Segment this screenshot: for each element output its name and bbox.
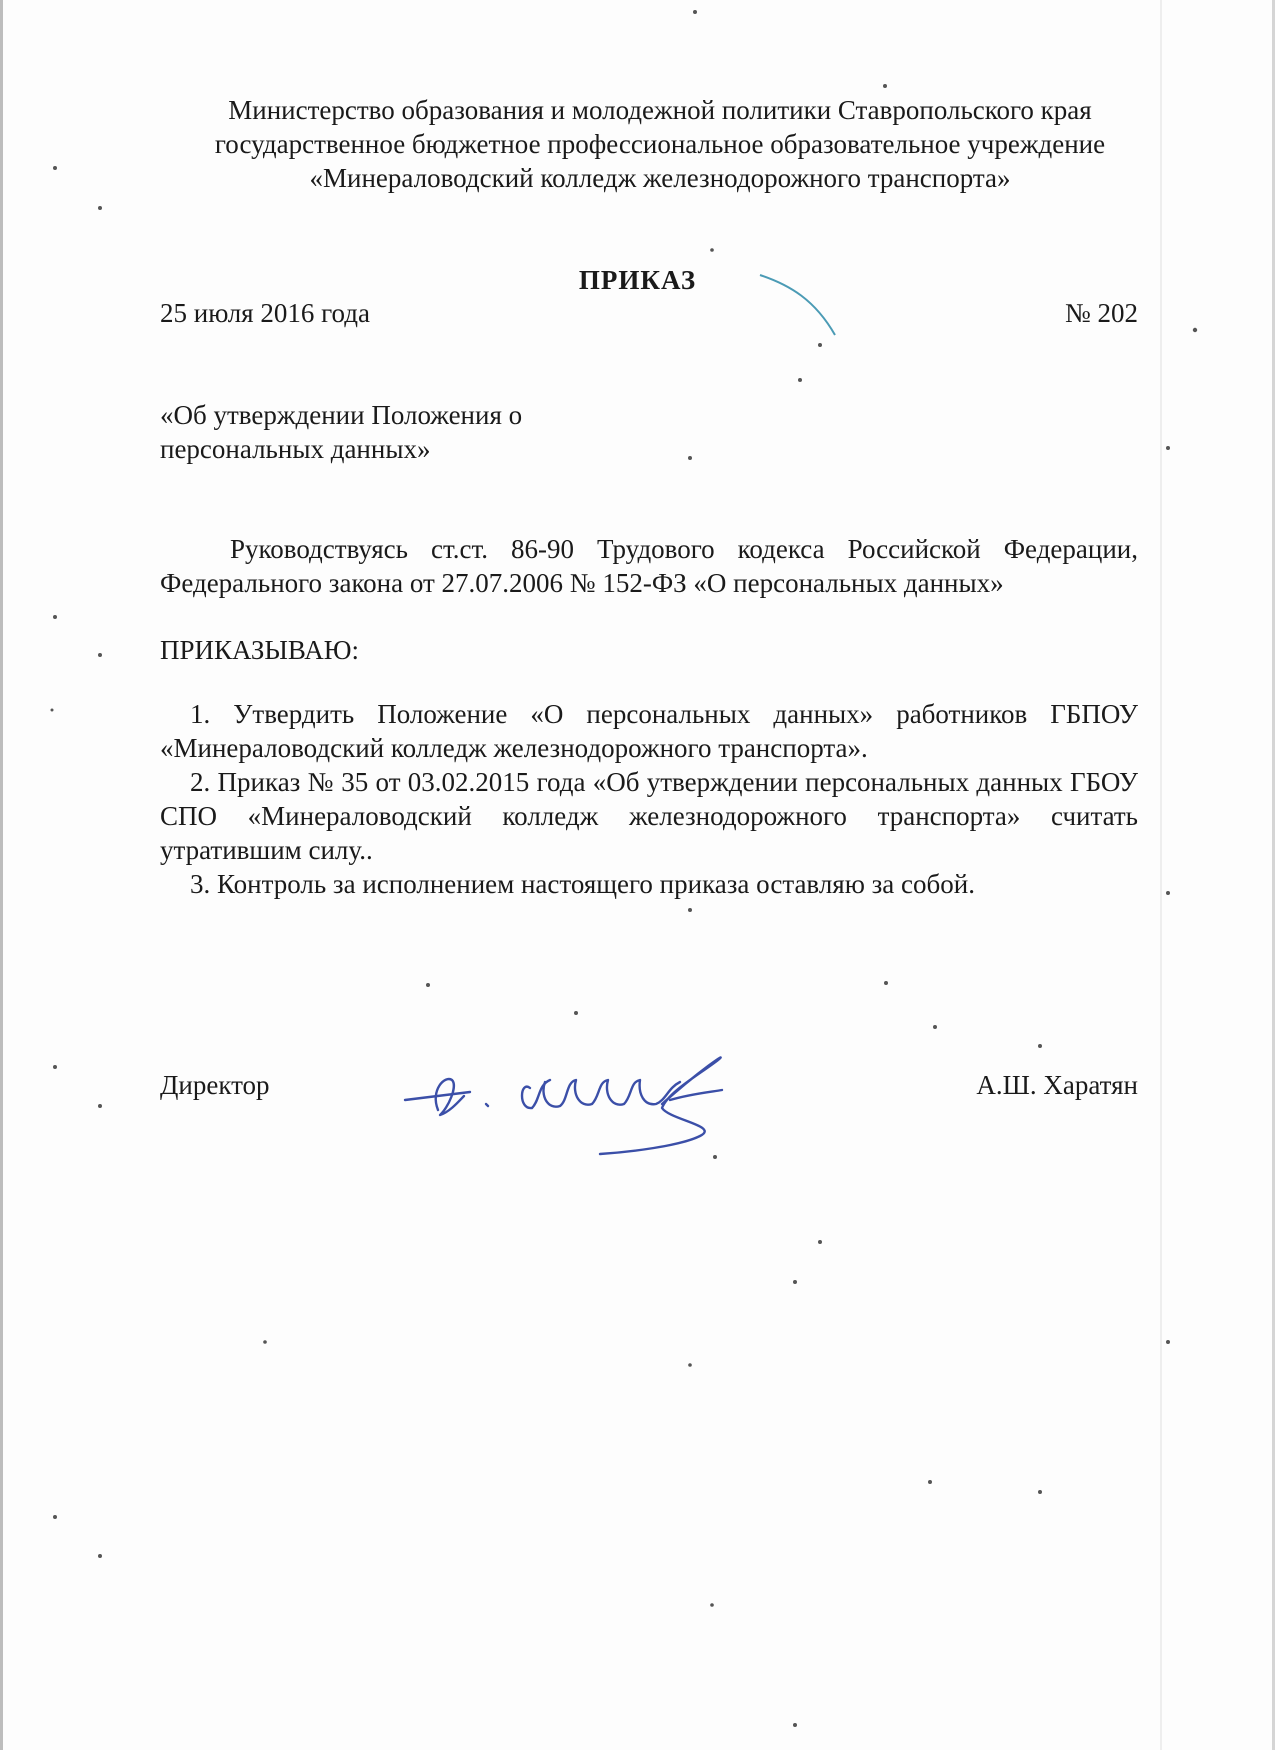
order-date: 25 июля 2016 года — [160, 298, 370, 328]
order-item-2: 2. Приказ № 35 от 03.02.2015 года «Об утверждении персональных данных ГБОУ СПО «Минераловодский колледж железнодорожного транспорта» считать утратившим силу.. — [160, 767, 1138, 865]
letterhead-line-ministry: Министерство образования и молодежной политики Ставропольского края — [228, 95, 1092, 125]
subject-line-1: «Об утверждении Положения о — [160, 400, 523, 430]
order-number: № 202 — [1064, 298, 1138, 328]
preamble-paragraph: Руководствуясь ст.ст. 86-90 Трудового кодекса Российской Федерации, Федерального закона от 27.07.2006 № 152-ФЗ «О персональных данных» — [160, 534, 1138, 598]
order-items — [160, 697, 1138, 901]
document-title: ПРИКАЗ — [578, 265, 697, 295]
order-subject — [160, 398, 522, 466]
order-directive-heading: ПРИКАЗЫВАЮ: — [160, 635, 359, 665]
order-item-3: 3. Контроль за исполнением настоящего приказа оставляю за собой. — [190, 869, 975, 899]
order-item-1: 1. Утвердить Положение «О персональных данных» работников ГБПОУ «Минераловодский колледж железнодорожного транспорта». — [160, 699, 1138, 763]
handwritten-signature — [400, 1030, 760, 1160]
scan-edge-left — [0, 0, 3, 1750]
subject-line-2: персональных данных» — [160, 434, 431, 464]
signatory-title: Директор — [160, 1070, 270, 1100]
signatory-name: А.Ш. Харатян — [976, 1070, 1138, 1100]
letterhead-line-institution-name: «Минераловодский колледж железнодорожного транспорта» — [309, 163, 1011, 193]
letterhead-line-institution-type: государственное бюджетное профессиональное образовательное учреждение — [214, 129, 1106, 159]
paper-fold-line — [1160, 0, 1162, 1750]
signature-block — [160, 1070, 1138, 1130]
letterhead — [160, 93, 1160, 195]
